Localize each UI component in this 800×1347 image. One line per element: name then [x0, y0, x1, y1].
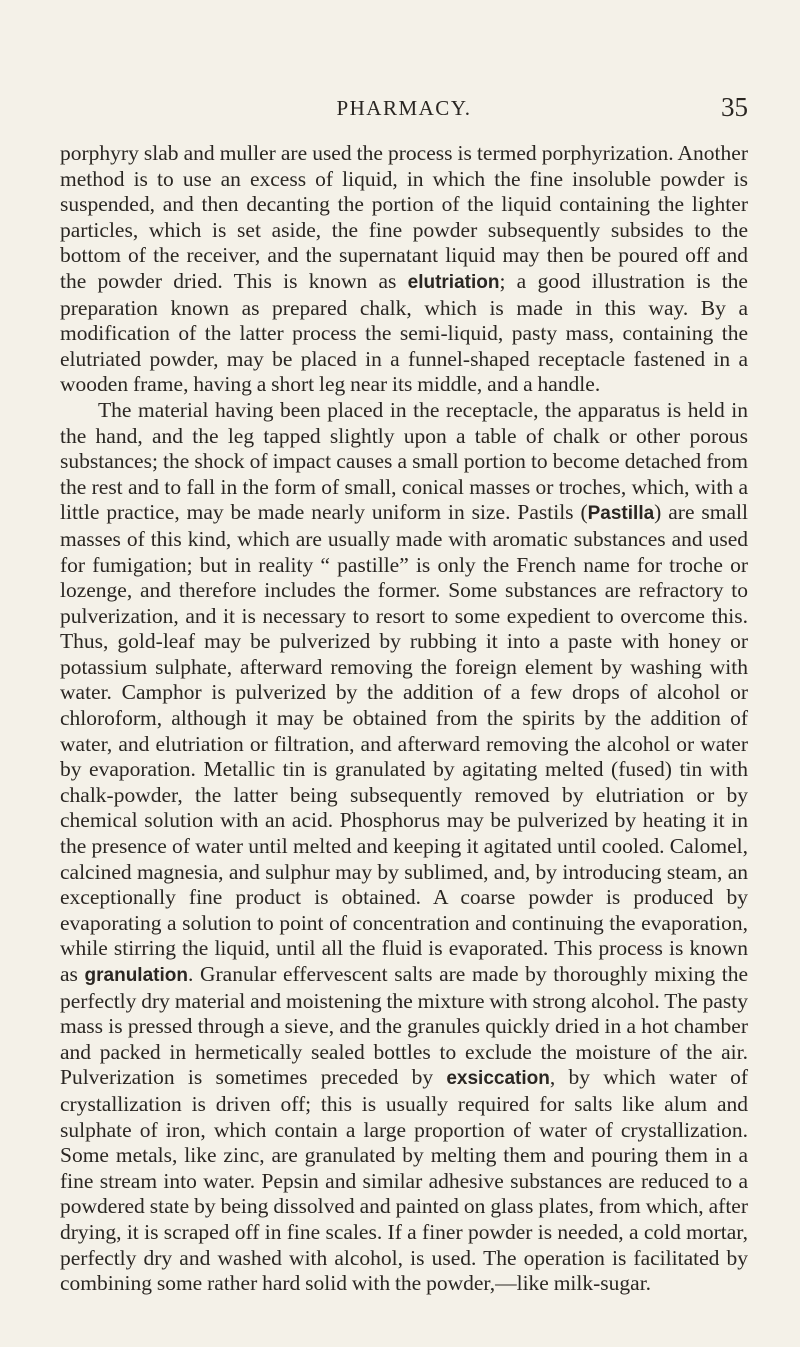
term-pastilla: Pastilla: [587, 503, 655, 525]
paragraph-1-text-b: ; a good illustration is the preparation known as prepared chalk, which is made in this way. By a modification of the latter process the semi-liquid, pasty mass, containing the elutriated powder, may be placed in a funnel-shaped receptacle fastened in a wooden frame, having a short leg near its middle, and a handle.: [60, 268, 748, 397]
running-head-title: PHARMACY.: [336, 96, 472, 120]
paragraph-1-text-a: porphyry slab and muller are used the process is termed porphyrization. Another method is to use an excess of liquid, in which the fine insoluble powder is suspended, and then decanting the portion of the liquid containing the lighter particles, which is set aside, the fine powder subsequently subsides to the bottom of the receiver, and the supernatant liquid may then be poured off and the powder dried. This is known as: [60, 141, 748, 293]
term-elutriation: elutriation: [407, 271, 500, 293]
paragraph-2: [60, 398, 748, 1297]
body-text: [60, 141, 748, 1297]
paragraph-2-text-a: The material having been placed in the receptacle, the apparatus is held in the hand, and the leg tapped slightly upon a table of chalk or other porous substances; the shock of impact causes a small portion to become detached from the rest and to fall in the form of small, conical masses or troches, which, with a little practice, may be made nearly uniform in size. Pastils (: [60, 397, 748, 525]
paragraph-2-text-d: , by which water of crystallization is driven off; this is usually required for salts like alum and sulphate of iron, which contain a large proportion of water of crystallization. Some metals, like zinc, are granulated by melting them and pouring them in a fine stream into water. Pepsin and similar adhesive substances are reduced to a powdered state by being dissolved and painted on glass plates, from which, after drying, it is scraped off in fine scales. If a finer powder is needed, a cold mortar, perfectly dry and washed with alcohol, is used. The operation is facilitated by combining some rather hard solid with the powder,—like milk-sugar.: [60, 1065, 748, 1296]
paragraph-2-text-b: ) are small masses of this kind, which are usually made with aromatic substances and used for fumigation; but in reality “ pastille” is only the French name for troche or lozenge, and therefore includes the former. Some substances are refractory to pulverization, and it is necessary to resort to some expedient to overcome this. Thus, gold-leaf may be pulverized by rubbing it into a paste with honey or potassium sulphate, afterward removing the foreign element by washing with water. Camphor is pulverized by the addition of a few drops of alcohol or chloroform, although it may be obtained from the spirits by the addition of water, and elutriation or filtration, and afterward removing the alcohol or water by evaporation. Metallic tin is granulated by agitating melted (fused) tin with chalk-powder, the latter being subsequently removed by elutriation or by chemical solution with an acid. Phosphorus may be pulverized by heating it in the presence of water until melted and keeping it agitated until cooled. Calomel, calcined magnesia, and sulphur may by sublimed, and, by introducing steam, an exceptionally fine product is obtained. A coarse powder is produced by evaporating a solution to point of concentration and continuing the evaporation, while stirring the liquid, until all the fluid is evaporated. This process is known as: [60, 500, 748, 986]
term-exsiccation: exsiccation: [446, 1068, 550, 1090]
paragraph-2-text-c: . Granular effervescent salts are made by thoroughly mixing the perfectly dry material and moistening the mixture with strong alcohol. The pasty mass is pressed through a sieve, and the granules quickly dried in a hot chamber and packed in hermetically sealed bottles to exclude the moisture of the air. Pulverization is sometimes preceded by: [60, 962, 748, 1090]
paragraph-1: [60, 141, 748, 398]
term-granulation: granulation: [84, 965, 188, 986]
running-head: [60, 92, 748, 124]
page-number: 35: [721, 92, 748, 122]
